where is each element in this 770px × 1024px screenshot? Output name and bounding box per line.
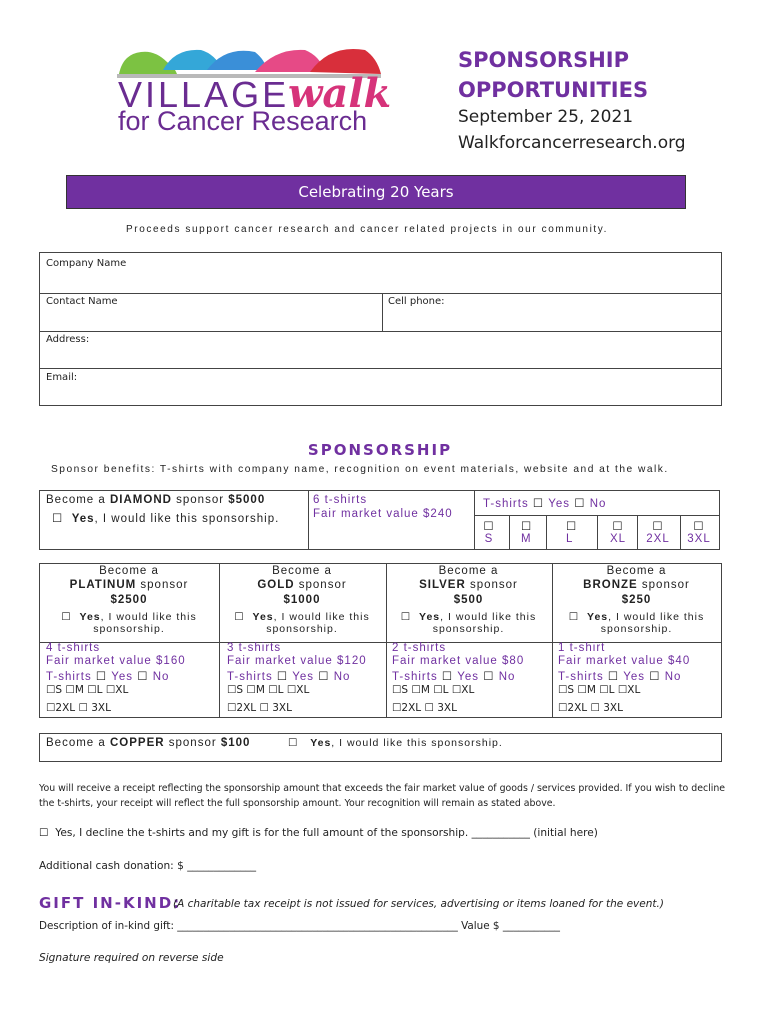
size-l[interactable]: ☐ L <box>566 519 578 545</box>
company-name-field[interactable]: Company Name <box>46 258 127 269</box>
size-xl[interactable]: ☐ XL <box>609 519 627 545</box>
in-kind-description[interactable]: Description of in-kind gift: ______________________________________________________ Value $ ___________ <box>39 920 560 932</box>
tier-sizes-row1[interactable]: ☐S ☐M ☐L ☐XL <box>46 684 129 696</box>
decline-checkbox[interactable]: ☐ Yes, I decline the t-shirts and my gift is for the full amount of the sponsorship. ___________ (initial here) <box>39 827 598 839</box>
tier-shirts: 4 t-shirts <box>46 642 101 654</box>
tier-yes-checkbox[interactable]: ☐ Yes, I would like this sponsorship. <box>568 611 705 635</box>
tier-level: GOLD sponsor <box>257 579 347 591</box>
tier-become: Become a <box>99 565 159 577</box>
tier-fmv: Fair market value $80 <box>392 655 525 667</box>
tier-amount: $500 <box>453 594 484 606</box>
tier-sizes-row1[interactable]: ☐S ☐M ☐L ☐XL <box>558 684 641 696</box>
contact-form <box>39 252 722 406</box>
gift-in-kind-note: (A charitable tax receipt is not issued for services, advertising or items loaned for the event.) <box>173 898 664 910</box>
tier-tshirt-choice[interactable]: T-shirts ☐ Yes ☐ No <box>227 669 351 683</box>
tier-shirts: 2 t-shirts <box>392 642 447 654</box>
diamond-yes-checkbox[interactable]: ☐ Yes, I would like this sponsorship. <box>52 511 280 525</box>
event-date: September 25, 2021 <box>458 107 634 127</box>
celebrating-banner: Celebrating 20 Years <box>66 175 686 209</box>
tier-yes-checkbox[interactable]: ☐ Yes, I would like this sponsorship. <box>400 611 537 635</box>
website-link[interactable]: Walkforcancerresearch.org <box>458 133 686 153</box>
cash-donation[interactable]: Additional cash donation: $ _____________ <box>39 860 257 872</box>
sponsor-benefits: Sponsor benefits: T-shirts with company name, recognition on event materials, website and at the walk. <box>51 464 669 475</box>
tier-platinum <box>40 563 218 717</box>
logo-for-cancer-research: for Cancer Research <box>118 106 368 136</box>
tier-sizes-row1[interactable]: ☐S ☐M ☐L ☐XL <box>227 684 310 696</box>
tier-sizes-row2[interactable]: ☐2XL ☐ 3XL <box>46 702 111 714</box>
tier-yes-checkbox[interactable]: ☐ Yes, I would like this sponsorship. <box>61 611 197 635</box>
signature-note: Signature required on reverse side <box>39 952 224 964</box>
cell-phone-field[interactable]: Cell phone: <box>388 296 445 307</box>
logo-walk: walk <box>288 70 392 117</box>
tier-level: SILVER sponsor <box>419 579 518 591</box>
size-2xl[interactable]: ☐ 2XL <box>646 519 670 545</box>
tier-fmv: Fair market value $40 <box>558 655 691 667</box>
size-3xl[interactable]: ☐ 3XL <box>687 519 711 545</box>
sponsorship-heading: SPONSORSHIP <box>307 441 453 459</box>
tier-sizes-row2[interactable]: ☐2XL ☐ 3XL <box>392 702 457 714</box>
tier-amount: $1000 <box>283 594 321 606</box>
tier-fmv: Fair market value $120 <box>227 655 367 667</box>
tier-shirts: 1 t-shirt <box>558 642 606 654</box>
tier-gold <box>219 563 385 717</box>
tier-sizes-row2[interactable]: ☐2XL ☐ 3XL <box>227 702 292 714</box>
tier-sizes-row2[interactable]: ☐2XL ☐ 3XL <box>558 702 623 714</box>
tier-become: Become a <box>272 565 332 577</box>
address-field[interactable]: Address: <box>46 334 90 345</box>
tier-tshirt-choice[interactable]: T-shirts ☐ Yes ☐ No <box>558 669 682 683</box>
logo-village: VILLAGE <box>118 74 290 115</box>
copper-yes-checkbox[interactable]: ☐ Yes, I would like this sponsorship. <box>288 737 503 749</box>
tier-shirts: 3 t-shirts <box>227 642 282 654</box>
tier-become: Become a <box>438 565 499 577</box>
diamond-tshirt-choice[interactable]: T-shirts ☐ Yes ☐ No <box>483 496 607 510</box>
receipt-line2: the t-shirts, your receipt will reflect the full sponsorship amount. Your recognition will remain as stated above. <box>39 798 556 809</box>
logo <box>112 40 402 140</box>
tier-level: BRONZE sponsor <box>583 579 690 591</box>
diamond-row <box>39 490 720 550</box>
tier-bronze <box>552 563 721 717</box>
tier-fmv: Fair market value $160 <box>46 655 186 667</box>
tier-tshirt-choice[interactable]: T-shirts ☐ Yes ☐ No <box>46 669 170 683</box>
tier-amount: $250 <box>621 594 652 606</box>
diamond-tshirts: 6 t-shirts <box>313 494 368 506</box>
receipt-line1: You will receive a receipt reflecting the sponsorship amount that exceeds the fair market value of goods / services provided. If you wish to decline <box>39 783 726 794</box>
size-s[interactable]: ☐ S <box>483 519 495 545</box>
contact-name-field[interactable]: Contact Name <box>46 296 118 307</box>
tier-sizes-row1[interactable]: ☐S ☐M ☐L ☐XL <box>392 684 475 696</box>
copper-title: Become a COPPER sponsor $100 <box>46 737 251 749</box>
tier-amount: $2500 <box>110 594 148 606</box>
diamond-title: Become a DIAMOND sponsor $5000 <box>46 494 266 506</box>
proceeds-text: Proceeds support cancer research and cancer related projects in our community. <box>126 224 609 235</box>
title-line1: SPONSORSHIP <box>458 48 629 72</box>
tier-yes-checkbox[interactable]: ☐ Yes, I would like this sponsorship. <box>234 611 370 635</box>
diamond-fmv: Fair market value $240 <box>313 508 453 520</box>
tier-become: Become a <box>606 565 667 577</box>
size-m[interactable]: ☐ M <box>521 519 533 545</box>
title-line2: OPPORTUNITIES <box>458 78 649 102</box>
email-field[interactable]: Email: <box>46 372 78 383</box>
gift-in-kind-heading: GIFT IN-KIND: <box>39 894 182 912</box>
tier-tshirt-choice[interactable]: T-shirts ☐ Yes ☐ No <box>392 669 516 683</box>
tier-level: PLATINUM sponsor <box>69 579 189 591</box>
tier-silver <box>386 563 551 717</box>
copper-row <box>39 733 722 762</box>
